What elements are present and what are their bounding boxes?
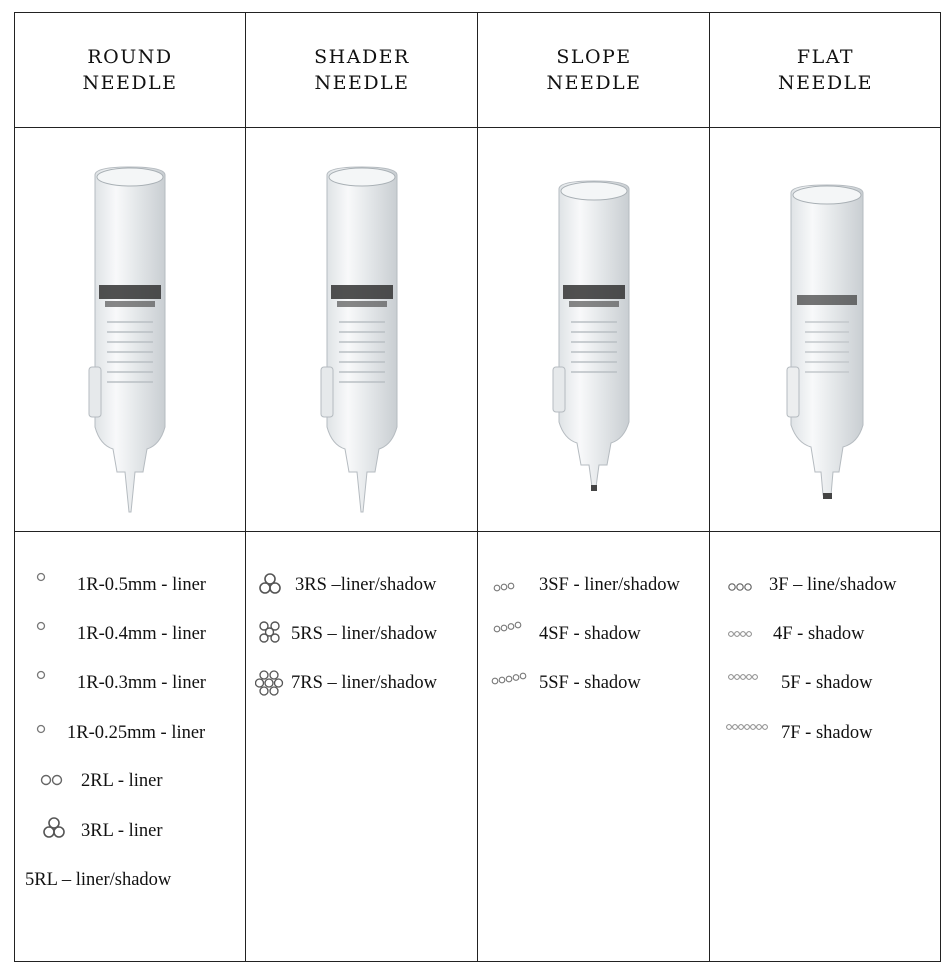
three-circle-slope-icon xyxy=(493,581,519,593)
header-line: FLAT xyxy=(796,46,855,68)
item-label: 3RL - liner xyxy=(81,821,163,841)
item-label: 1R-0.5mm - liner xyxy=(77,575,206,595)
header-line: ROUND xyxy=(87,46,173,68)
item-label: 4SF - shadow xyxy=(539,624,641,644)
flat-needle-cartridge-image xyxy=(783,127,873,531)
five-circle-slope-icon xyxy=(491,671,535,685)
item-label: 1R-0.25mm - liner xyxy=(67,723,206,743)
item-label: 3RS –liner/shadow xyxy=(295,575,437,595)
three-circle-row-icon xyxy=(727,581,757,593)
single-dot-icon xyxy=(35,571,49,585)
column-divider xyxy=(477,13,478,961)
seven-circle-cluster-icon xyxy=(255,669,285,697)
four-circle-row-icon xyxy=(727,628,757,640)
round-needle-cartridge-image xyxy=(85,127,175,531)
two-circle-icon xyxy=(39,773,67,787)
header-line: NEEDLE xyxy=(314,72,410,94)
slope-needle-cartridge-image xyxy=(549,127,639,531)
header-line: SLOPE xyxy=(556,46,632,68)
item-label: 5RL – liner/shadow xyxy=(25,870,172,890)
column-divider xyxy=(709,13,710,961)
item-label: 1R-0.3mm - liner xyxy=(77,673,206,693)
header-slope-needle xyxy=(479,13,709,127)
item-label: 7RS – liner/shadow xyxy=(291,673,437,693)
item-label: 2RL - liner xyxy=(81,771,163,791)
single-dot-icon xyxy=(35,620,49,634)
header-round-needle xyxy=(15,13,245,127)
item-label: 4F - shadow xyxy=(773,624,865,644)
item-label: 3SF - liner/shadow xyxy=(539,575,680,595)
header-flat-needle xyxy=(711,13,940,127)
single-dot-icon xyxy=(35,669,49,683)
item-label: 5SF - shadow xyxy=(539,673,641,693)
item-label: 1R-0.4mm - liner xyxy=(77,624,206,644)
item-label: 7F - shadow xyxy=(781,723,873,743)
item-label: 5RS – liner/shadow xyxy=(291,624,437,644)
header-line: NEEDLE xyxy=(546,72,642,94)
header-shader-needle xyxy=(247,13,477,127)
item-label: 3F – line/shadow xyxy=(769,575,897,595)
needle-table xyxy=(14,12,941,962)
five-circle-cluster-icon xyxy=(257,620,283,646)
header-line: SHADER xyxy=(314,46,410,68)
five-circle-row-icon xyxy=(727,671,763,683)
seven-circle-row-icon xyxy=(725,721,777,733)
header-line: NEEDLE xyxy=(82,72,178,94)
item-label: 5F - shadow xyxy=(781,673,873,693)
four-circle-slope-icon xyxy=(493,620,529,634)
shader-needle-cartridge-image xyxy=(317,127,407,531)
three-circle-cluster-icon xyxy=(41,815,67,841)
header-line: NEEDLE xyxy=(777,72,874,94)
row-divider xyxy=(15,531,940,532)
column-divider xyxy=(245,13,246,961)
single-dot-icon xyxy=(35,719,49,737)
three-circle-cluster-icon xyxy=(257,571,283,597)
